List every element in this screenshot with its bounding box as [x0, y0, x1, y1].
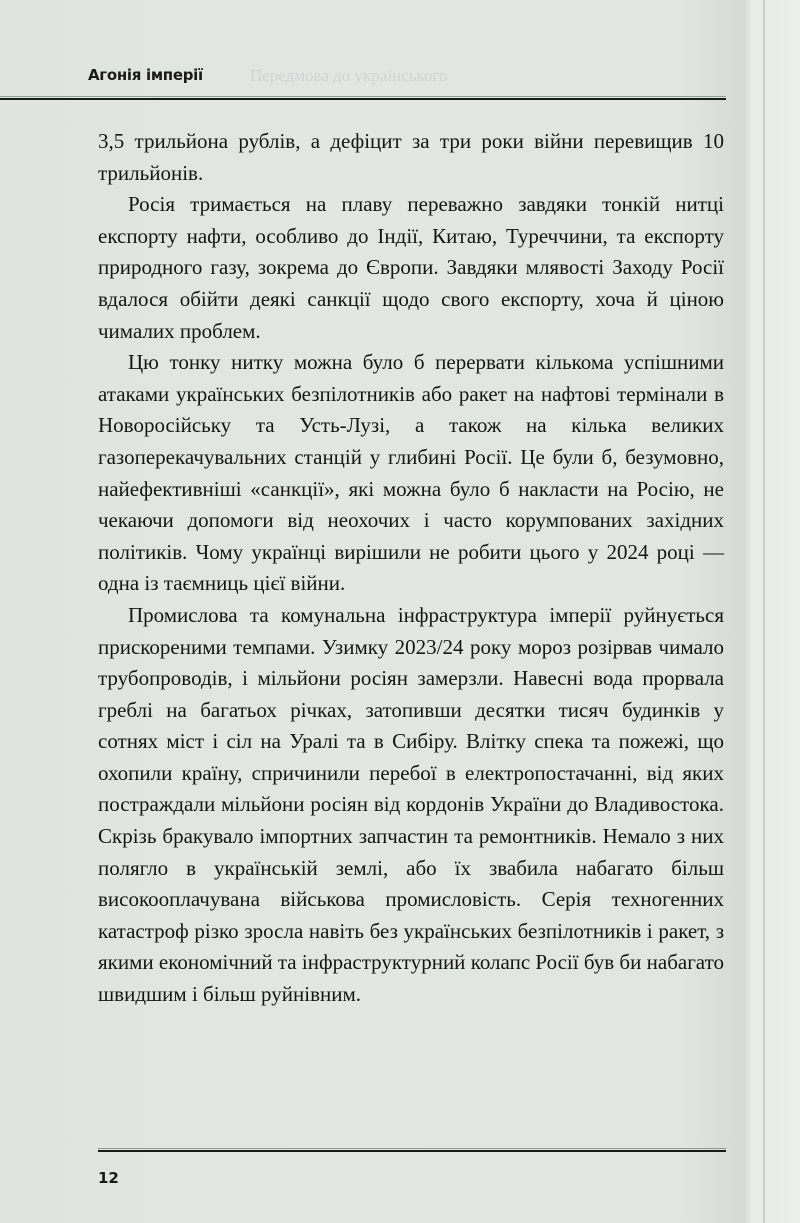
- page-edge-shadow: [763, 0, 765, 1223]
- paragraph: Промислова та комунальна інфраструктура імперії руйнується прискореними темпами. Узимку 2023/24 року мороз розірвав чимало трубопроводів, і мільйони росіян замерзли. Навесні вода прорвала греблі на багатьох річках, затопивши десятки тисяч будинків у сотнях міст і сіл на Уралі та в Сибіру. Влітку спека та пожежі, що охопили країну, спричинили перебої в електропостачанні, від яких постраждали мільйони росіян від кордонів України до Владивостока. Скрізь бракувало імпортних запчастин та ремонтників. Немало з них полягло в українській землі, або їх звабила набагато більш високооплачувана військова промисловість. Серія техногенних катастроф різко зросла навіть без українських безпілотників і ракет, з якими економічний та інфраструктурний колапс Росії був би набагато швидшим і більш руйнівним.: [98, 602, 724, 1007]
- paragraph: Росія тримається на плаву переважно завдяки тонкій нитці експорту нафти, особливо до Індії, Китаю, Туреччини, та експорту природного газу, зокрема до Європи. Завдяки млявості Заходу Росії вдалося обійти деякі санкції щодо свого експорту, хоча й ціною чималих проблем.: [98, 192, 724, 343]
- paragraph: 3,5 трильйона рублів, а дефіцит за три роки війни перевищив 10 трильйонів.: [98, 129, 724, 185]
- paragraph: Цю тонку нитку можна було б перервати кількома успішними атаками українських безпілотників або ракет на нафтові термінали в Новоросійську та Усть-Лузі, а також на кілька великих газоперекачувальних станцій у глибині Росії. Це були б, безумовно, найефективніші «санкції», які можна було б накласти на Росію, не чекаючи допомоги від неохочих і часто корумпованих західних політиків. Чому українці вирішили не робити цього у 2024 році — одна із таємниць цієї війни.: [98, 350, 724, 596]
- body-text: [98, 126, 724, 1011]
- page-number: 12: [98, 1169, 119, 1187]
- footer-rule: [98, 1148, 726, 1152]
- bleed-through-text: Передмова до українського: [250, 66, 448, 85]
- header-rule: [0, 96, 726, 100]
- running-head-title: Агонія імперії: [88, 66, 203, 84]
